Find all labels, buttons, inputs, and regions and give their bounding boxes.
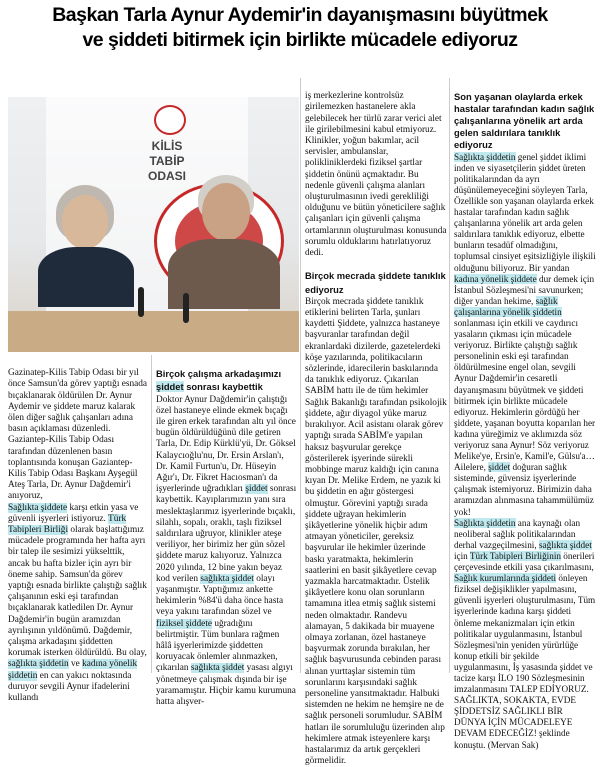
col4-highlight: sağlık çalışanlarına yönelik şiddetin — [454, 295, 562, 317]
column-rule — [449, 78, 450, 673]
col2-subheading-hl: şiddet — [156, 381, 184, 393]
col1-highlight: Türk Tabipleri Birliği — [8, 513, 127, 536]
col2-para1b: sonrası kaybettik. Kayıplarımızın yanı sıra meslektaşlarımız işyerlerinde bıçaklı, silahlı, sopalı, oraklı, taşlı fiziksel saldırılara uğruyor, klinikler ateşe veriliyor, her birimiz her gün sözel şiddete maruz kalıyoruz. Yalnızca 2020 yılında, 12 bine yakın beyaz kod verilen — [156, 484, 297, 584]
press-photo — [8, 97, 299, 352]
microphone-icon — [138, 287, 144, 317]
col4-highlight: sağlıkta şiddet — [538, 539, 592, 550]
column-2-text — [156, 357, 297, 708]
column-rule — [300, 78, 301, 673]
col4-para1: genel şiddet iklimi inden ve siyasetçilerin şiddet üreten politikalarından da ayrı düşünülemeyeceğini söyleyen Tarla, Özellikle son yaşanan olaylarda erkek hastalar tarafından kadın sağlık çalışanlarına yönelik art arda gelen saldırılara tanıklık ediyoruz, elbette bunların tesadüf olmadığını, toplumsal cinsiyet eşitsizliğiyle ilişkili olduğunu biliyoruz. Bir yandan — [454, 151, 596, 273]
col4-highlight: kadına yönelik şiddete — [454, 273, 537, 284]
col2-para1d: uğradığını belirtmiştir. Tüm bunlara rağmen hâlâ işyerlerimizde şiddetten koruyacak önlemler alınmazken, çıkarılan — [156, 618, 280, 674]
col1-para4: en can yakıcı noktasında duruyor sevgili Aynur ifadelerini kullandı — [8, 670, 132, 704]
col1-highlight: kadına yönelik şiddetin — [8, 659, 138, 681]
col1-para1b: karşı etkin yasa ve güvenli işyerleri istiyoruz. — [8, 502, 139, 524]
col4-para6: önerileri çerçevesinde etkili yasa çıkarılmasını, — [454, 550, 595, 573]
col1-highlight: sağlıkta şiddetin — [8, 659, 69, 670]
col4-highlight: şiddet — [488, 462, 511, 473]
col4-highlight: Sağlık kurumlarında şiddeti — [454, 573, 557, 584]
col3-para1: Birçok mecrada şiddete tanıklık etiklerini belirten Tarla, şunları kaydetti Şiddete, yalnızca hastaneye başvuranlar tarafından değil ekranlardaki dizilerde, gazetelerdeki köşe yazılarında, politikacıların sözlerinde, idarecilerin baskılarında da tanıklık ediyoruz. Çıkarılan SABİM hattı ile de tüm hekimler Sağlık Bakanlığı tarafından psikolojik şiddete, ağır diyagol yüke maruz bırakılıyor. Acil asistanı olarak görev yaptığı sırada SABİM'e yapılan haksız başvurular gerekçe gösterilerek işyerinde sürekli mobbinge maruz kaldığı için canına kıyan Dr. Melike Erdem, ne yazık ki bu şiddetin en ağır göstergesi olmuştur. Görevini yaptığı sırada şiddete uğrayan hekimlerin şikâyetlerine yönelik hiçbir adım atmayan yöneticiler, gereksiz başvurular ile hekimler üzerinde baskı yaratmakta, hekimlerin saatlerini en basit şikâyetlere cevap yazmakla harcatmaktadır. Üstelik şikâyetlere konu olan sorunların tamamına itlea etmiş sağlık sistemi neden olmaktadır. Randevu alamayan, 5 dakikada bir muayene olmaya zorlanan, özel hastaneye başvurmak zorunda bırakılan, her sağlık başvurusunda cebinden parası alınan yurttaşlar sistemin tüm sorunlarını karşısındaki sağlık personeline yansıtmaktadır. Halbuki sistemden ne hekim ne hemşire ne de sağlık personeli sorumludur. SABİM hatları ile sorumluluğu üzerinden alıp hekimlere atmak isteyenlere karşı hastalarımız da artık gerçekleri görmelidir. — [305, 296, 447, 767]
column-4-text — [454, 80, 596, 751]
col4-highlight: Sağlıkta şiddetin — [454, 151, 516, 162]
col2-para1e: yasası algıyı yönetmeye çalışmak dışında bir işe yaramamıştır. Hiçbir kamu kurumuna hatta alışver- — [156, 663, 296, 708]
col2-highlight: şiddet — [245, 484, 268, 495]
col4-highlight: Türk Tabipleri Birliğinin — [469, 550, 561, 561]
col4-para3b: Ailelere, — [454, 462, 489, 473]
microphone-icon — [183, 293, 189, 323]
col1-highlight: Sağlıkta şiddete — [8, 502, 68, 513]
headline — [10, 3, 590, 53]
col2-para1: Doktor Aynur Dağdemir'in çalıştığı özel hastaneye elinde ekmek bıçağı ile giren erkek tarafından altı yıl önce bugün öldürüldüğünü dile getiren Tarla, Dr. Edip Kürklü'yü, Dr. Göksel Kalaycıoğlu'nu, Dr. Ersin Arslan'ı, Dr. Kamil Furtun'u, Dr. Hüseyin Ağır'ı, Dr. Fikret Hacıosman'ı da işyerlerinde uğradıkları — [156, 394, 296, 495]
col4-para7: önleyen fiziksel değişiklikler yapılmasını, güvenli işyerleri oluşturulmasını, Tüm işyerlerinde kadına karşı şiddeti önleme mekanizmaları için etkin politikalar uygulanmasını, İstanbul Sözleşmesi'nin yeniden yürürlüğe konup etkili bir şekilde uygulanmasını, İş yasasında şiddet ve tacize karşı İLO 190 Sözleşmesinin imzalanmasını TALEP EDİYORUZ. SAĞLIKTA, SOKAKTA, EVDE ŞİDDETSİZ SAĞLIKLI BİR DÜNYA İÇİN MÜCADELEYE DEVAM EDECEĞİZ! şeklinde konuştu. (Mervan Sak) — [454, 573, 596, 750]
col2-highlight: sağlıkta şiddet — [200, 573, 254, 584]
col1-para3: ve — [68, 659, 83, 670]
col3-lead: iş merkezlerine kontrolsüz girilemezken hastanelere akla gelebilecek her türlü zarar verici alet ile girilebilmesini kabul etmiyoruz. Klinikler, yoğun bakımlar, acil servisler, ambulanslar, polikliniklerdeki fiziksel şartlar şiddetin önünü açmaktadır. Bu nedenle güvenli çalışma alanları oluşturulmasının ivedi gerekliliği olduğunu ve bütün yöneticilere sağlık çalışanları için güvenli çalışma ortamlarının oluşturulması konusunda sorumlu olduklarını hatırlatıyoruz dedi. — [305, 91, 447, 259]
speaker-woman — [38, 185, 134, 303]
column-1-text — [8, 357, 148, 704]
col4-highlight: Sağlıkta şiddetin — [454, 517, 516, 528]
column-3-text — [305, 80, 447, 767]
col3-subheading: Birçok mecrada şiddete tanıklık ediyoruz — [305, 270, 446, 295]
speaker-man — [168, 175, 280, 305]
col2-subheading: Birçok çalışma arkadaşımızı — [156, 368, 282, 380]
press-table — [8, 311, 299, 352]
col2-para1c: olayı yaşanmıştır. Yaptığımız ankette hekimlerin %84'ü daha önce hasta veya yakını tarafından sözel ve — [156, 573, 284, 618]
col4-para5: ana kaynağı olan neoliberal sağlık politikalarından derhal vazgeçilmesini, — [454, 517, 581, 550]
headline-line-2: ve şiddeti bitirmek için birlikte mücadele ediyoruz — [82, 29, 518, 51]
col4-para2: dur demek için İstanbul Sözleşmesi'ni savunurken; diğer yandan hekime, — [454, 273, 595, 306]
column-rule — [151, 355, 152, 673]
col1-para1: Gazinatep-Kilis Tabip Odası bir yıl önce Samsun'da görev yaptığı esnada bıçaklanarak öldürülen Dr. Aynur Aydemir ve şiddete maruz kalarak ölen diğer sağlık çalışanları adına basın açıklaması düzenledi. Gaziantep-Kilis Tabip Odası tarafından düzenlenen basın toplantısında konuşan Gaziantep-Kilis Tabip Odası Başkanı Ayşegül Ateş Tarla, Dr. Aynur Dağdemir'i anıyoruz, — [8, 368, 148, 502]
col4-para4: doğuran sağlık sisteminde, güvensiz işyerlerinde çalışmak istemiyoruz. Birimizin daha aramızdan alınmasına tahammülümüz yok! — [454, 462, 594, 517]
headline-line-1: Başkan Tarla Aynur Aydemir'in dayanışmasını büyütmek — [52, 4, 548, 26]
chamber-logo-icon — [154, 105, 186, 135]
col2-subheading-rest: sonrası kaybettik — [183, 381, 263, 393]
col2-highlight: fiziksel şiddete — [156, 618, 213, 629]
col2-highlight: sağlıkta şiddet — [190, 663, 245, 674]
banner-title: KİLİS TABİP ODASI — [147, 139, 186, 183]
col4-para3: sonlanması için etkili ve caydırıcı yasaların çıkması için mücadele veriyoruz. Birlikte çalıştığı sağlık personelinin eski eşi tarafından öldürülmesine engel olan, sevgili Aynur Dağdemir'in cesaretli dayanışmasını büyütmek ve şiddeti bitirmek için birlikte mücadele ediyoruz. Hekimlerin gördüğü her şiddete, yaşanan boyutta koparılan her kadına yüreğimiz ve aklımızda söz veriyoruz sana Aynur! Söz veriyoruz Melike'ye, Ersin'e, Kamil'e, Gülsu'a… — [454, 317, 596, 462]
col4-subheading: Son yaşanan olaylarda erkek hastalar tarafından kadın sağlık çalışanlarına yönelik art arda gelen saldırılara tanıklık ediyoruz — [454, 91, 595, 151]
col1-para2: olarak başlattığımız mücadele programında her hafta ayrı bir talep ile sesimizi yükselttik, ancak bu hafta bizler için ayrı bir öneme sahip. Samsun'da görev yaptığı esnada birlikte çalıştığı sağlık çalışanının eski eşi tarafından bıçaklanarak katledilen Dr. Aynur Dağdemir'in bugün aramızdan ayrılışının yıldönümü. Dağdemir, çalışma arkadaşını şiddetten korumak isterken öldürüldü. Bu olay, — [8, 525, 147, 659]
col4-para5b: için — [454, 550, 470, 561]
